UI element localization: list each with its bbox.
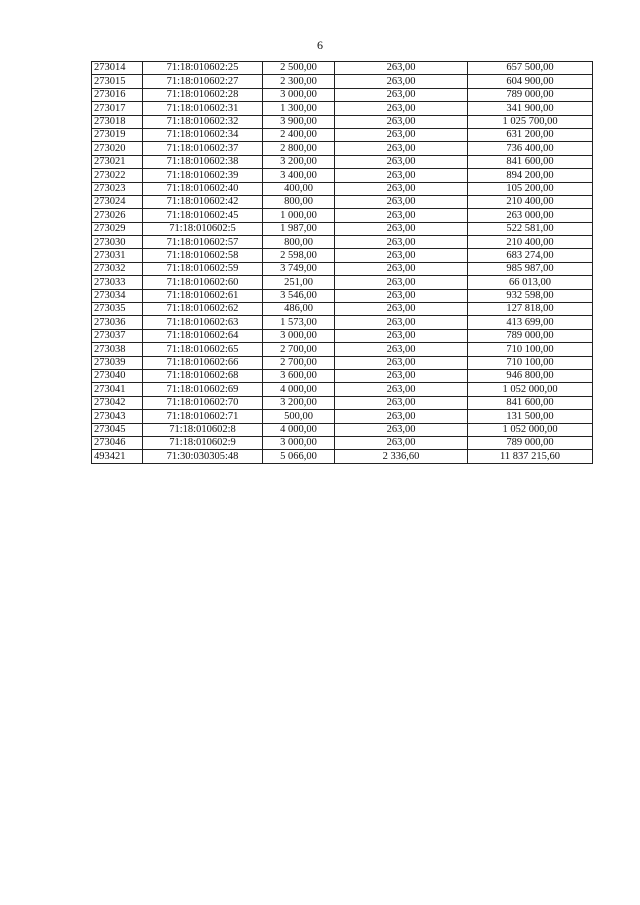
object-id-cell: 273020 [92, 142, 143, 155]
area-cell: 1 000,00 [263, 209, 335, 222]
table-row [92, 303, 593, 316]
table-row [92, 209, 593, 222]
page-number: 6 [317, 38, 323, 52]
cadastral-value-cell: 710 100,00 [468, 356, 593, 369]
table-row [92, 128, 593, 141]
object-id-cell: 273017 [92, 102, 143, 115]
object-id-cell: 493421 [92, 450, 143, 463]
cadastral-value-cell: 66 013,00 [468, 276, 593, 289]
cadastral-value-cell: 210 400,00 [468, 236, 593, 249]
area-cell: 251,00 [263, 276, 335, 289]
object-id-cell: 273014 [92, 62, 143, 75]
cadastral-number-cell: 71:18:010602:64 [143, 329, 263, 342]
cadastral-value-cell: 657 500,00 [468, 62, 593, 75]
table-body [92, 62, 593, 464]
specific-value-cell: 263,00 [335, 369, 468, 382]
area-cell: 2 800,00 [263, 142, 335, 155]
cadastral-value-cell: 1 025 700,00 [468, 115, 593, 128]
specific-value-cell: 263,00 [335, 115, 468, 128]
specific-value-cell: 263,00 [335, 396, 468, 409]
area-cell: 3 400,00 [263, 169, 335, 182]
area-cell: 3 600,00 [263, 369, 335, 382]
cadastral-value-cell: 789 000,00 [468, 436, 593, 449]
area-cell: 500,00 [263, 410, 335, 423]
specific-value-cell: 263,00 [335, 436, 468, 449]
object-id-cell: 273036 [92, 316, 143, 329]
table-row [92, 182, 593, 195]
cadastral-number-cell: 71:18:010602:38 [143, 155, 263, 168]
cadastral-value-cell: 127 818,00 [468, 303, 593, 316]
cadastral-number-cell: 71:18:010602:70 [143, 396, 263, 409]
cadastral-number-cell: 71:18:010602:37 [143, 142, 263, 155]
object-id-cell: 273026 [92, 209, 143, 222]
object-id-cell: 273030 [92, 236, 143, 249]
specific-value-cell: 263,00 [335, 356, 468, 369]
object-id-cell: 273031 [92, 249, 143, 262]
cadastral-value-cell: 789 000,00 [468, 329, 593, 342]
table-row [92, 115, 593, 128]
specific-value-cell: 263,00 [335, 329, 468, 342]
specific-value-cell: 263,00 [335, 423, 468, 436]
cadastral-value-cell: 341 900,00 [468, 102, 593, 115]
object-id-cell: 273023 [92, 182, 143, 195]
cadastral-number-cell: 71:18:010602:31 [143, 102, 263, 115]
table-row [92, 383, 593, 396]
table-row [92, 276, 593, 289]
area-cell: 486,00 [263, 303, 335, 316]
object-id-cell: 273033 [92, 276, 143, 289]
specific-value-cell: 263,00 [335, 276, 468, 289]
cadastral-value-cell: 946 800,00 [468, 369, 593, 382]
cadastral-value-cell: 710 100,00 [468, 343, 593, 356]
cadastral-value-cell: 683 274,00 [468, 249, 593, 262]
cadastral-number-cell: 71:18:010602:27 [143, 75, 263, 88]
cadastral-value-cell: 789 000,00 [468, 88, 593, 101]
table-row [92, 410, 593, 423]
specific-value-cell: 263,00 [335, 262, 468, 275]
cadastral-value-cell: 604 900,00 [468, 75, 593, 88]
cadastral-number-cell: 71:18:010602:8 [143, 423, 263, 436]
cadastral-number-cell: 71:18:010602:71 [143, 410, 263, 423]
cadastral-value-cell: 1 052 000,00 [468, 423, 593, 436]
specific-value-cell: 263,00 [335, 62, 468, 75]
object-id-cell: 273040 [92, 369, 143, 382]
table-row [92, 289, 593, 302]
table-row [92, 329, 593, 342]
area-cell: 4 000,00 [263, 423, 335, 436]
object-id-cell: 273016 [92, 88, 143, 101]
cadastral-value-cell: 841 600,00 [468, 155, 593, 168]
cadastral-value-cell: 131 500,00 [468, 410, 593, 423]
table-row [92, 356, 593, 369]
specific-value-cell: 263,00 [335, 209, 468, 222]
table-row [92, 75, 593, 88]
area-cell: 3 000,00 [263, 329, 335, 342]
cadastral-number-cell: 71:18:010602:42 [143, 195, 263, 208]
object-id-cell: 273032 [92, 262, 143, 275]
cadastral-value-cell: 841 600,00 [468, 396, 593, 409]
cadastral-number-cell: 71:30:030305:48 [143, 450, 263, 463]
cadastral-number-cell: 71:18:010602:9 [143, 436, 263, 449]
cadastral-value-cell: 263 000,00 [468, 209, 593, 222]
specific-value-cell: 263,00 [335, 102, 468, 115]
area-cell: 3 749,00 [263, 262, 335, 275]
table-row [92, 343, 593, 356]
table-row [92, 102, 593, 115]
cadastral-number-cell: 71:18:010602:69 [143, 383, 263, 396]
specific-value-cell: 2 336,60 [335, 450, 468, 463]
area-cell: 2 598,00 [263, 249, 335, 262]
cadastral-number-cell: 71:18:010602:40 [143, 182, 263, 195]
specific-value-cell: 263,00 [335, 88, 468, 101]
cadastral-value-cell: 105 200,00 [468, 182, 593, 195]
object-id-cell: 273024 [92, 195, 143, 208]
cadastral-value-cell: 894 200,00 [468, 169, 593, 182]
table-row [92, 195, 593, 208]
area-cell: 2 700,00 [263, 343, 335, 356]
object-id-cell: 273039 [92, 356, 143, 369]
specific-value-cell: 263,00 [335, 75, 468, 88]
area-cell: 2 500,00 [263, 62, 335, 75]
object-id-cell: 273019 [92, 128, 143, 141]
table-row [92, 62, 593, 75]
cadastral-number-cell: 71:18:010602:68 [143, 369, 263, 382]
cadastral-number-cell: 71:18:010602:28 [143, 88, 263, 101]
table-row [92, 369, 593, 382]
area-cell: 3 900,00 [263, 115, 335, 128]
cadastral-value-cell: 932 598,00 [468, 289, 593, 302]
cadastral-value-cell: 413 699,00 [468, 316, 593, 329]
specific-value-cell: 263,00 [335, 222, 468, 235]
cadastral-number-cell: 71:18:010602:45 [143, 209, 263, 222]
area-cell: 2 300,00 [263, 75, 335, 88]
table-row [92, 262, 593, 275]
area-cell: 3 546,00 [263, 289, 335, 302]
specific-value-cell: 263,00 [335, 142, 468, 155]
table-row [92, 222, 593, 235]
cadastral-value-cell: 736 400,00 [468, 142, 593, 155]
area-cell: 1 987,00 [263, 222, 335, 235]
object-id-cell: 273018 [92, 115, 143, 128]
cadastral-number-cell: 71:18:010602:63 [143, 316, 263, 329]
land-plot-table [91, 61, 593, 464]
object-id-cell: 273042 [92, 396, 143, 409]
area-cell: 3 200,00 [263, 155, 335, 168]
specific-value-cell: 263,00 [335, 182, 468, 195]
specific-value-cell: 263,00 [335, 343, 468, 356]
cadastral-number-cell: 71:18:010602:32 [143, 115, 263, 128]
area-cell: 1 300,00 [263, 102, 335, 115]
specific-value-cell: 263,00 [335, 289, 468, 302]
cadastral-value-cell: 11 837 215,60 [468, 450, 593, 463]
specific-value-cell: 263,00 [335, 128, 468, 141]
object-id-cell: 273022 [92, 169, 143, 182]
object-id-cell: 273043 [92, 410, 143, 423]
area-cell: 800,00 [263, 195, 335, 208]
table-row [92, 396, 593, 409]
cadastral-number-cell: 71:18:010602:5 [143, 222, 263, 235]
area-cell: 4 000,00 [263, 383, 335, 396]
specific-value-cell: 263,00 [335, 155, 468, 168]
area-cell: 5 066,00 [263, 450, 335, 463]
cadastral-value-cell: 1 052 000,00 [468, 383, 593, 396]
object-id-cell: 273041 [92, 383, 143, 396]
cadastral-number-cell: 71:18:010602:57 [143, 236, 263, 249]
cadastral-number-cell: 71:18:010602:34 [143, 128, 263, 141]
object-id-cell: 273046 [92, 436, 143, 449]
specific-value-cell: 263,00 [335, 169, 468, 182]
specific-value-cell: 263,00 [335, 316, 468, 329]
specific-value-cell: 263,00 [335, 383, 468, 396]
cadastral-number-cell: 71:18:010602:66 [143, 356, 263, 369]
area-cell: 2 400,00 [263, 128, 335, 141]
table-row [92, 316, 593, 329]
cadastral-value-cell: 522 581,00 [468, 222, 593, 235]
table-row [92, 436, 593, 449]
area-cell: 3 000,00 [263, 436, 335, 449]
table-row [92, 249, 593, 262]
cadastral-value-cell: 631 200,00 [468, 128, 593, 141]
cadastral-number-cell: 71:18:010602:25 [143, 62, 263, 75]
cadastral-number-cell: 71:18:010602:62 [143, 303, 263, 316]
cadastral-number-cell: 71:18:010602:61 [143, 289, 263, 302]
table-row [92, 169, 593, 182]
cadastral-number-cell: 71:18:010602:65 [143, 343, 263, 356]
specific-value-cell: 263,00 [335, 195, 468, 208]
cadastral-number-cell: 71:18:010602:58 [143, 249, 263, 262]
table-row [92, 236, 593, 249]
area-cell: 400,00 [263, 182, 335, 195]
cadastral-number-cell: 71:18:010602:60 [143, 276, 263, 289]
object-id-cell: 273034 [92, 289, 143, 302]
table-row [92, 450, 593, 463]
area-cell: 3 200,00 [263, 396, 335, 409]
table-row [92, 142, 593, 155]
specific-value-cell: 263,00 [335, 410, 468, 423]
object-id-cell: 273021 [92, 155, 143, 168]
area-cell: 1 573,00 [263, 316, 335, 329]
area-cell: 2 700,00 [263, 356, 335, 369]
table-row [92, 423, 593, 436]
specific-value-cell: 263,00 [335, 303, 468, 316]
object-id-cell: 273045 [92, 423, 143, 436]
area-cell: 3 000,00 [263, 88, 335, 101]
object-id-cell: 273015 [92, 75, 143, 88]
cadastral-value-cell: 210 400,00 [468, 195, 593, 208]
table-row [92, 88, 593, 101]
object-id-cell: 273038 [92, 343, 143, 356]
specific-value-cell: 263,00 [335, 249, 468, 262]
cadastral-number-cell: 71:18:010602:39 [143, 169, 263, 182]
table-row [92, 155, 593, 168]
object-id-cell: 273029 [92, 222, 143, 235]
cadastral-value-cell: 985 987,00 [468, 262, 593, 275]
area-cell: 800,00 [263, 236, 335, 249]
object-id-cell: 273037 [92, 329, 143, 342]
cadastral-number-cell: 71:18:010602:59 [143, 262, 263, 275]
object-id-cell: 273035 [92, 303, 143, 316]
specific-value-cell: 263,00 [335, 236, 468, 249]
